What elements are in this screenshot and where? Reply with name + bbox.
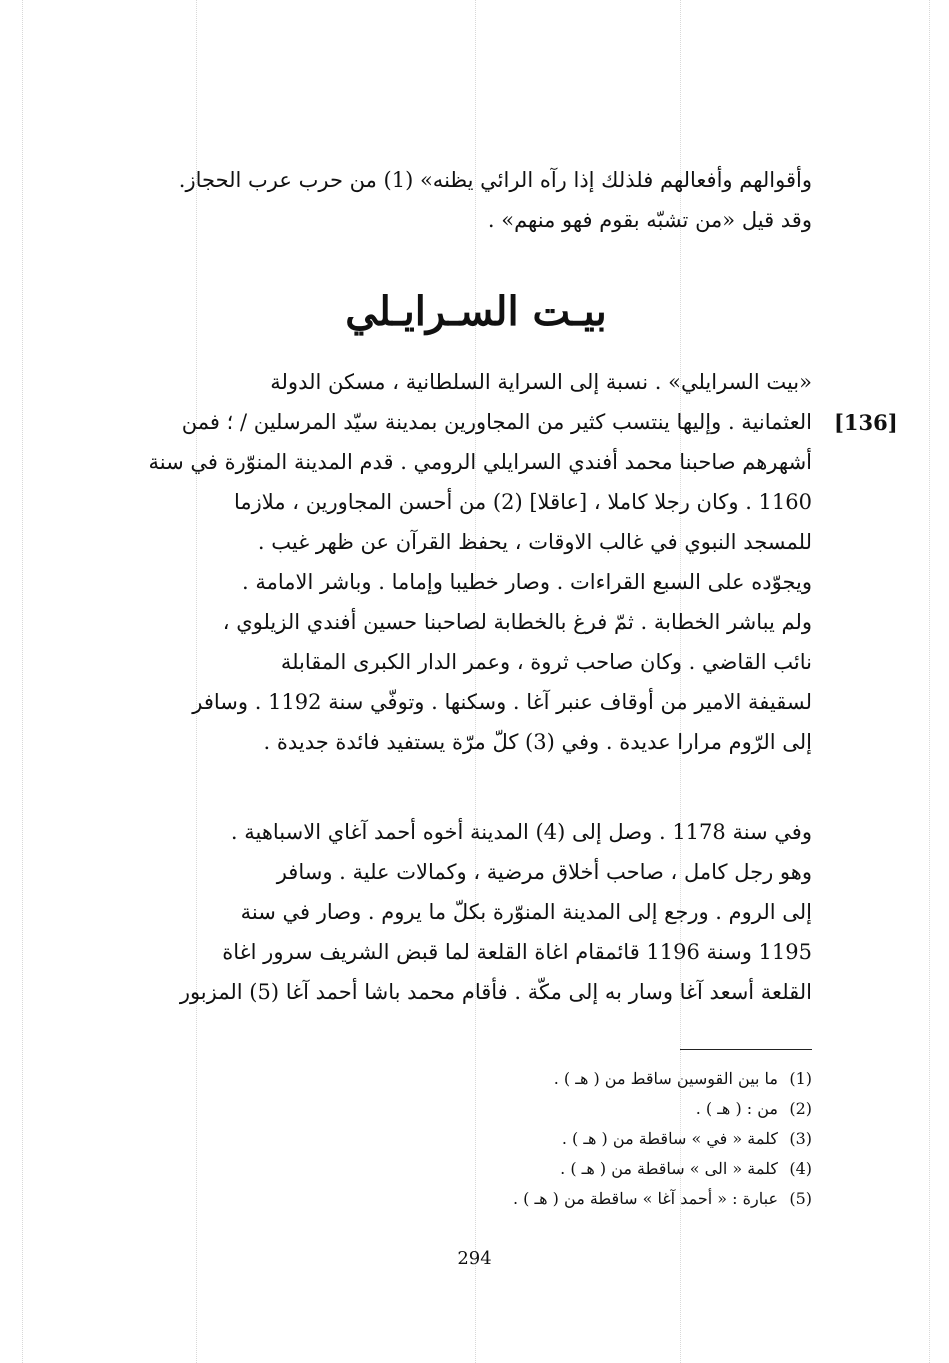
footnote-number: (2)	[789, 1099, 812, 1118]
footnote-item	[380, 1064, 812, 1094]
footnote-number: (1)	[789, 1069, 812, 1088]
text-line: نائب القاضي . وكان صاحب ثروة ، وعمر الدار الكبرى المقابلة	[280, 650, 812, 674]
footnote-separator	[680, 1049, 812, 1050]
paragraph-1	[140, 362, 812, 762]
footnote-item	[380, 1124, 812, 1154]
text-line: ويجوّده على السبع القراءات . وصار خطيبا وإماما . وباشر الامامة .	[241, 570, 812, 594]
scan-guide-line	[22, 0, 23, 1363]
footnote-text: من : ( هـ ) .	[695, 1099, 778, 1118]
text-line: 1160 . وكان رجلا كاملا ، [عاقلا] (2) من أحسن المجاورين ، ملازما	[234, 490, 812, 514]
text-line: للمسجد النبوي في غالب الاوقات ، يحفظ القرآن عن ظهر غيب .	[257, 530, 812, 554]
footnote-text: كلمة « في » ساقطة من ( هـ ) .	[561, 1129, 778, 1148]
footnote-number: (3)	[789, 1129, 812, 1148]
text-line: وأقوالهم وأفعالهم فلذلك إذا رآه الرائي يظنه» (1) من حرب عرب الحجاز.	[178, 168, 812, 192]
footnote-item	[380, 1154, 812, 1184]
footnote-text: عبارة : « أحمد آغا » ساقطة من ( هـ ) .	[512, 1189, 778, 1208]
text-line: أشهرهم صاحبنا محمد أفندي السرايلي الرومي . قدم المدينة المنوّرة في سنة	[148, 450, 812, 474]
footnote-item	[380, 1184, 812, 1214]
text-line: ولم يباشر الخطابة . ثمّ فرغ بالخطابة لصاحبنا حسين أفندي الزيلوي ،	[222, 610, 812, 634]
footnote-number: (4)	[789, 1159, 812, 1178]
text-line: وفي سنة 1178 . وصل إلى (4) المدينة أخوه أحمد آغاي الاسباهية .	[230, 820, 812, 844]
text-line: إلى الروم . ورجع إلى المدينة المنوّرة بكلّ ما يروم . وصار في سنة	[240, 900, 812, 924]
footnotes	[380, 1064, 812, 1214]
text-line: لسقيفة الامير من أوقاف عنبر آغا . وسكنها . وتوفّي سنة 1192 . وسافر	[192, 690, 812, 714]
text-line: القلعة أسعد آغا وسار به إلى مكّة . فأقام محمد باشا أحمد آغا (5) المزبور	[179, 980, 812, 1004]
section-title: بيـت السـرايـلي	[345, 288, 607, 335]
footnote-item	[380, 1094, 812, 1124]
paragraph-2	[140, 812, 812, 1012]
text-line: «بيت السرايلي» . نسبة إلى السراية السلطانية ، مسكن الدولة	[270, 370, 812, 394]
margin-reference: [136]	[834, 410, 898, 435]
text-line: وقد قيل «من تشبّه بقوم فهو منهم» .	[487, 208, 812, 232]
intro-paragraph	[140, 160, 812, 240]
page-number: 294	[457, 1248, 492, 1269]
text-line: 1195 وسنة 1196 قائمقام اغاة القلعة لما قبض الشريف سرور اغاة	[222, 940, 812, 964]
text-line: وهو رجل كامل ، صاحب أخلاق مرضية ، وكمالات علية . وسافر	[276, 860, 812, 884]
footnote-number: (5)	[789, 1189, 812, 1208]
scan-guide-line	[929, 0, 930, 1363]
footnote-text: كلمة « الى » ساقطة من ( هـ ) .	[560, 1159, 778, 1178]
text-line: إلى الرّوم مرارا عديدة . وفي (3) كلّ مرّة يستفيد فائدة جديدة .	[263, 730, 812, 754]
text-line: العثمانية . وإليها ينتسب كثير من المجاورين بمدينة سيّد المرسلين / ؛ فمن	[181, 410, 812, 434]
footnote-text: ما بين القوسين ساقط من ( هـ ) .	[553, 1069, 778, 1088]
